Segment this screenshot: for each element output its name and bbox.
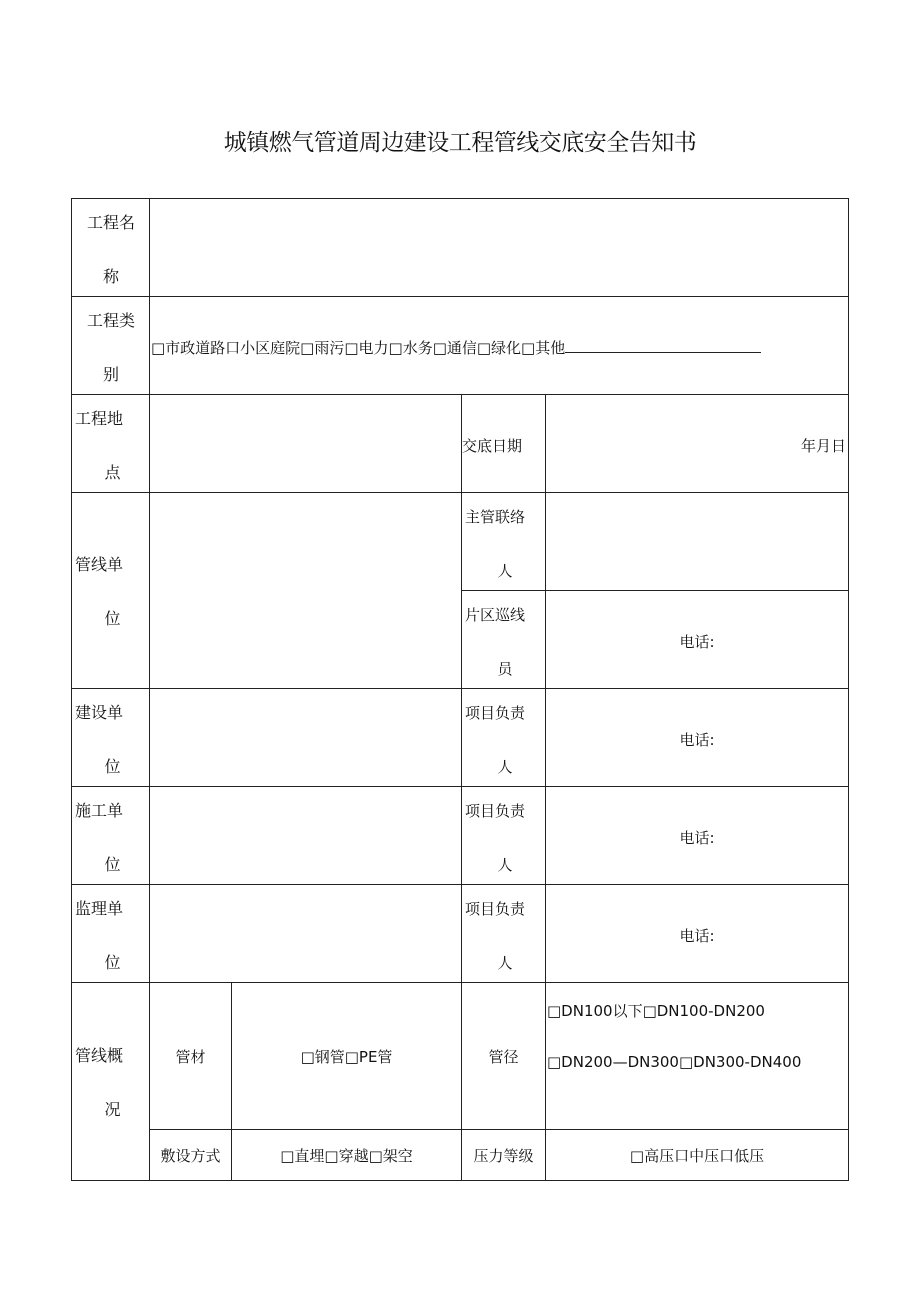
project-name-label: 工程名 称 (86, 213, 135, 286)
pressure-level-options[interactable]: □高压口中压口低压 (629, 1147, 765, 1165)
diameter-options-1[interactable]: □DN100以下□DN100-DN200 (547, 1002, 765, 1020)
owner-phone-field[interactable]: 电话: (679, 731, 715, 749)
supervisor-label: 监理单 位 (75, 899, 124, 972)
project-site-label: 工程地 点 (75, 409, 124, 482)
contractor-field[interactable] (150, 787, 461, 884)
project-site-field[interactable] (150, 395, 461, 492)
material-label: 管材 (175, 1048, 206, 1066)
pipeline-unit-label: 管线单 位 (75, 555, 124, 628)
project-type-options[interactable] (151, 338, 846, 358)
project-type-other-blank[interactable] (565, 338, 761, 353)
handover-date-label: 交底日期 (462, 437, 523, 455)
pipeline-unit-field[interactable] (150, 493, 461, 688)
laying-method-options[interactable]: □直埋□穿越□架空 (280, 1147, 413, 1165)
project-name-field[interactable] (150, 199, 848, 296)
construction-owner-label: 建设单 位 (75, 703, 124, 776)
laying-method-label: 敷设方式 (160, 1147, 221, 1165)
material-options[interactable]: □钢管□PE管 (300, 1048, 393, 1066)
patrol-phone-field[interactable]: 电话: (679, 633, 715, 651)
main-contact-field[interactable] (546, 493, 848, 590)
main-contact-label: 主管联络 人 (465, 508, 526, 580)
diameter-label: 管径 (488, 1048, 519, 1066)
pipeline-overview-label: 管线概 况 (75, 1046, 124, 1119)
page-title: 城镇燃气管道周边建设工程管线交底安全告知书 (223, 130, 697, 156)
contractor-manager-label: 项目负责 人 (465, 802, 526, 874)
construction-owner-field[interactable] (150, 689, 461, 786)
supervisor-manager-label: 项目负责 人 (465, 900, 526, 972)
diameter-options-2[interactable]: □DN200—DN300□DN300-DN400 (547, 1053, 802, 1071)
contractor-phone-field[interactable]: 电话: (679, 829, 715, 847)
supervisor-field[interactable] (150, 885, 461, 982)
project-type-checkboxes[interactable]: □市政道路口小区庭院□雨污□电力□水务□通信□绿化□其他 (151, 339, 566, 357)
supervisor-phone-field[interactable]: 电话: (679, 927, 715, 945)
patrol-staff-label: 片区巡线 员 (465, 606, 526, 678)
project-type-label: 工程类 别 (86, 311, 135, 384)
owner-manager-label: 项目负责 人 (465, 704, 526, 776)
pressure-level-label: 压力等级 (473, 1147, 534, 1165)
contractor-label: 施工单 位 (75, 801, 124, 874)
handover-date-field[interactable]: 年月日 (800, 437, 846, 455)
